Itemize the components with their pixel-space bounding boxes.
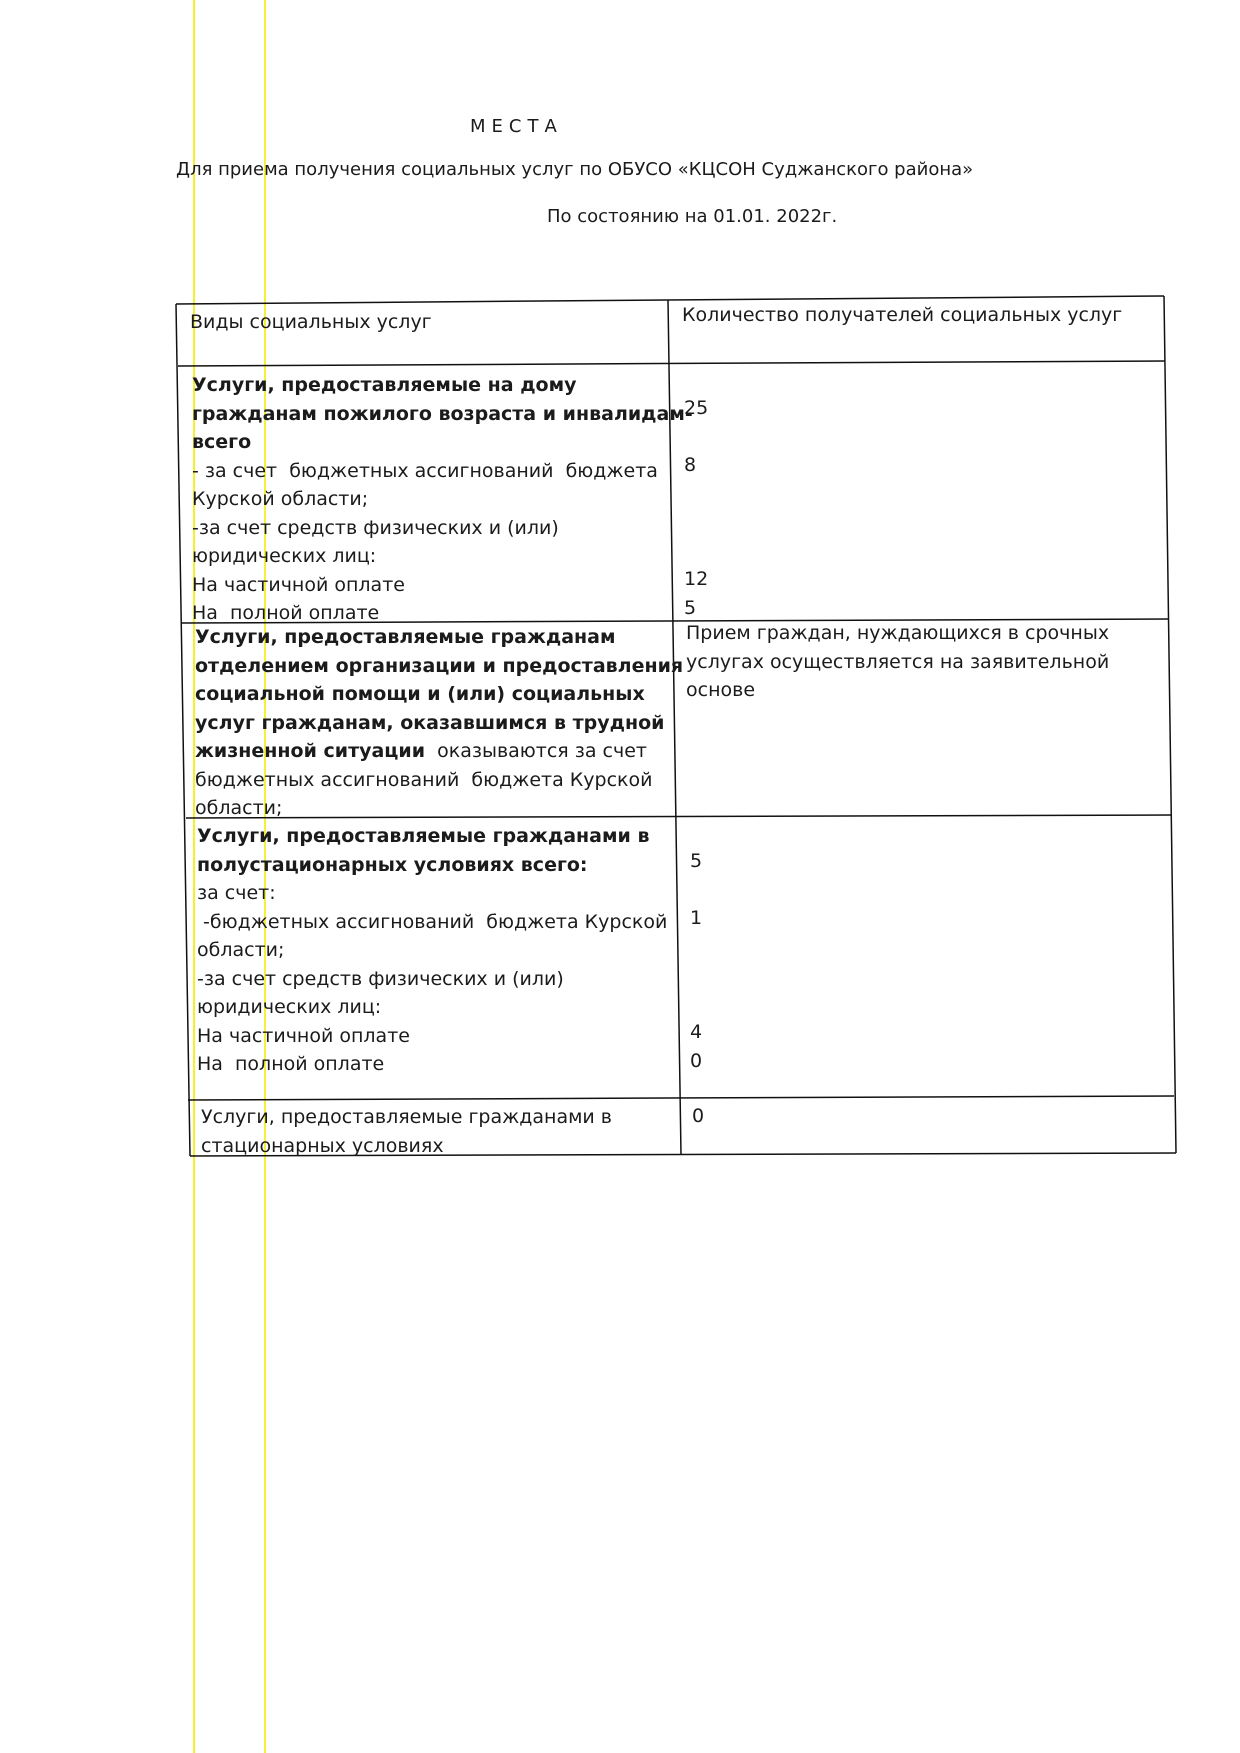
document-title: МЕСТА [470,116,563,137]
cell-line: полустационарных условиях всего: [197,853,588,876]
cell-line: гражданам пожилого возраста и инвалидам- [192,402,693,425]
cell-value: 12 [684,568,709,590]
header-left: Виды социальных услуг [190,311,432,333]
cell-line: -за счет средств физических и (или) [197,967,564,990]
row-2-left [195,623,684,823]
cell-value: 25 [684,397,709,419]
cell-line: услуг гражданам, оказавшимся в трудной [195,711,665,734]
cell-line: за счет: [197,882,276,904]
cell-line: стационарных условиях [201,1134,444,1157]
row-4-left [201,1103,681,1160]
cell-value: 0 [692,1105,705,1127]
cell-value: 5 [690,850,703,872]
cell-line: социальной помощи и (или) социальных [195,683,645,705]
cell-line: области; [197,939,285,961]
cell-line: Услуги, предоставляемые гражданами в [197,825,650,847]
cell-value: 4 [690,1021,703,1043]
cell-line: Курской области; [192,488,369,510]
cell-value: 5 [684,596,697,619]
cell-line: области; [195,797,283,819]
table-border-left [176,304,190,1156]
cell-line: На полной оплате [197,1053,385,1075]
cell-value: основе [686,679,756,701]
table-border-right [1164,296,1176,1153]
cell-line: отделением организации и предоставления [195,654,684,677]
cell-value: Прием граждан, нуждающихся в срочных [686,622,1110,644]
cell-line: всего [192,431,252,453]
row-1-left [192,371,693,628]
cell-line: Услуги, предоставляемые на дому [192,374,577,396]
cell-line: юридических лиц: [197,996,382,1018]
cell-value: 8 [684,454,697,476]
cell-line: - за счет бюджетных ассигнований бюджета [192,459,658,482]
cell-line: На частичной оплате [192,573,405,596]
table-border-header [178,361,1165,366]
cell-value: 0 [690,1049,703,1072]
cell-line: Услуги, предоставляемые гражданам [195,626,616,648]
cell-line: юридических лиц: [192,545,377,567]
cell-span: жизненной ситуации [195,740,426,762]
cell-line: бюджетных ассигнований бюджета Курской [195,768,653,791]
table-border-row3 [188,1096,1174,1100]
document-date: По состоянию на 01.01. 2022г. [547,206,838,227]
header-right: Количество получателей социальных услуг [682,304,1123,326]
cell-span: оказываются за счет [425,740,647,762]
cell-line: -бюджетных ассигнований бюджета Курской [197,910,668,933]
cell-line: На полной оплате [192,602,380,624]
row-3-left [197,822,677,1079]
cell-line: На частичной оплате [197,1024,410,1047]
document-subtitle: Для приема получения социальных услуг по ОБУСО «КЦСОН Суджанского района» [176,159,974,180]
cell-value: 1 [690,907,703,929]
cell-line [195,737,675,766]
cell-line: -за счет средств физических и (или) [192,516,559,539]
cell-value: услугах осуществляется на заявительной [686,650,1110,673]
cell-line: Услуги, предоставляемые гражданами в [201,1106,613,1128]
